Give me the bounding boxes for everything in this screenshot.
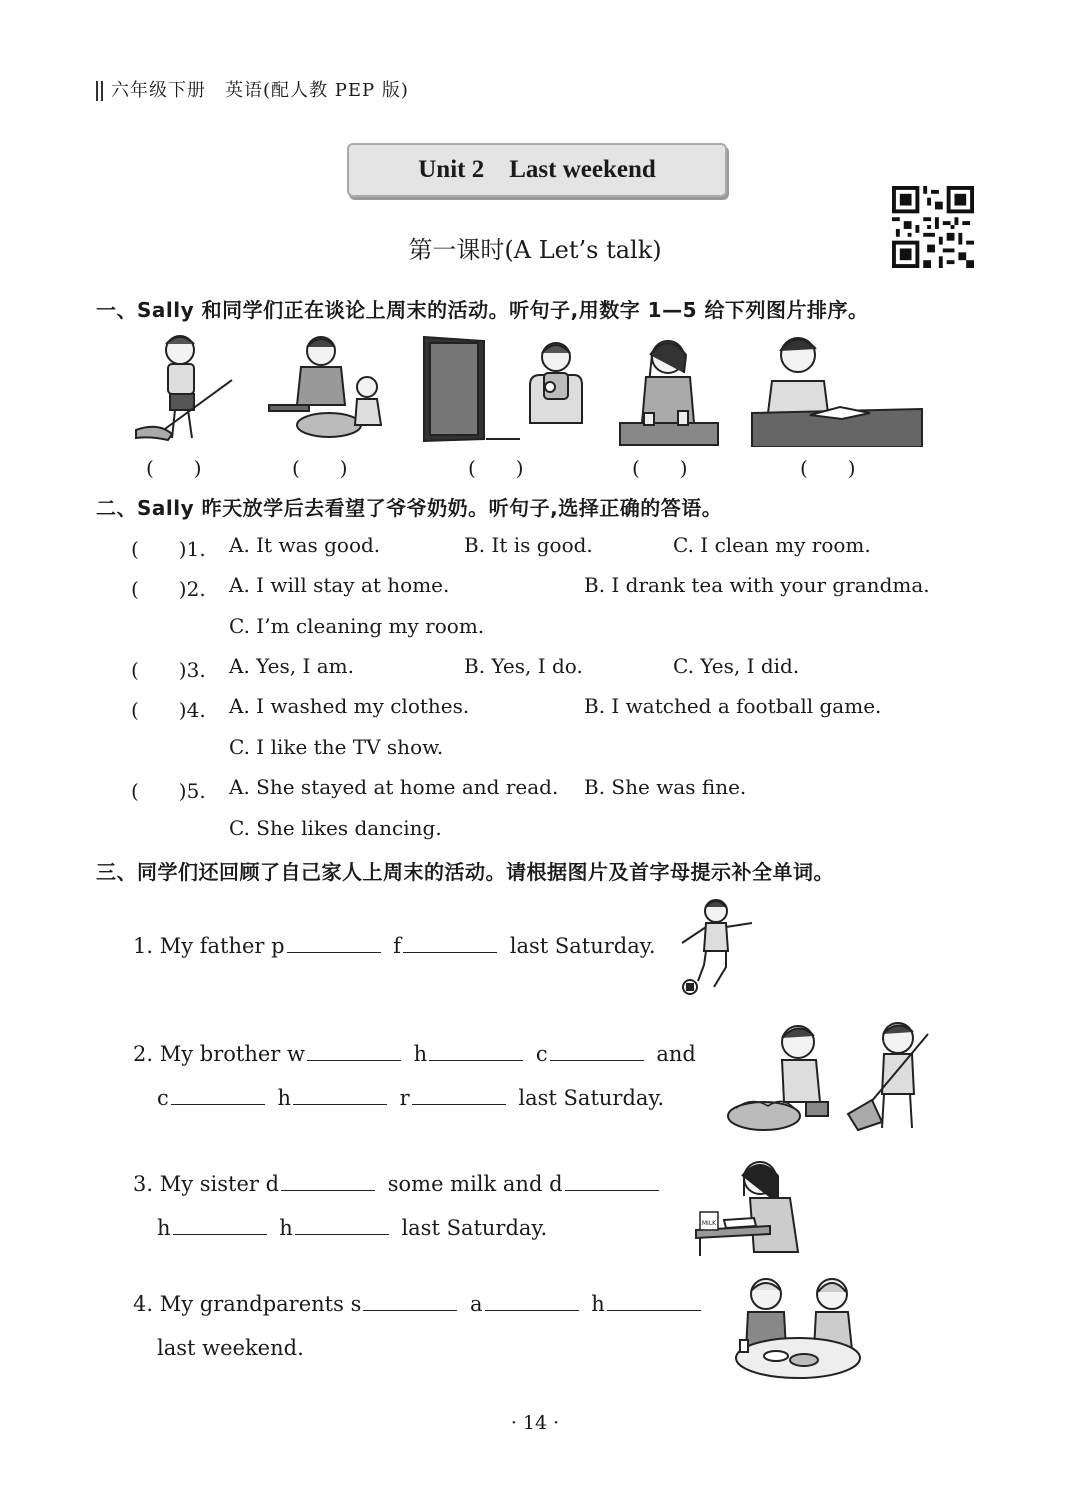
- word-blank[interactable]: [281, 1172, 375, 1191]
- q1-end: last Saturday.: [509, 934, 656, 958]
- answer-paren[interactable]: ( ): [131, 577, 187, 601]
- word-blank[interactable]: [429, 1042, 523, 1061]
- order-blank-1[interactable]: ( ): [146, 456, 202, 480]
- option-a: A. Yes, I am.: [229, 654, 354, 678]
- word-blank[interactable]: [287, 934, 381, 953]
- page-number: · 14 ·: [510, 1412, 560, 1434]
- order-blank-4[interactable]: ( ): [632, 456, 688, 480]
- word-blank[interactable]: [307, 1042, 401, 1061]
- header-text: 六年级下册 英语(配人教 PEP 版): [111, 80, 409, 101]
- answer-paren[interactable]: ( ): [131, 698, 187, 722]
- question-row: ( )1.: [131, 537, 206, 561]
- q4-end: last weekend.: [157, 1336, 304, 1360]
- order-blank-3[interactable]: ( ): [468, 456, 524, 480]
- option-b: B. I drank tea with your grandma.: [584, 573, 930, 597]
- lesson-title: 第一课时(A Let’s talk): [408, 236, 662, 264]
- word-blank[interactable]: [363, 1292, 457, 1311]
- answer-paren[interactable]: ( ): [131, 537, 187, 561]
- q2-and: and: [656, 1042, 696, 1066]
- word-blank[interactable]: [550, 1042, 644, 1061]
- grandparents-eating-picture: [732, 1272, 862, 1382]
- q2-hint-4: c: [157, 1086, 169, 1110]
- header-bar: [96, 81, 103, 101]
- question-row: ( )4.: [131, 698, 206, 722]
- unit-title: Unit 2 Last weekend: [418, 156, 656, 183]
- option-a: A. It was good.: [229, 533, 381, 557]
- question-number: 5: [186, 779, 200, 803]
- q3-hint-3: h: [157, 1216, 171, 1240]
- q2-hint-5: h: [277, 1086, 291, 1110]
- boy-mopping-picture: [128, 330, 238, 448]
- unit-title-box: [347, 143, 727, 197]
- section1-title: 一、Sally 和同学们正在谈论上周末的活动。听句子,用数字 1—5 给下列图片排序。: [96, 298, 869, 322]
- running-header: [96, 76, 409, 102]
- q3-mid: some milk and d: [387, 1172, 563, 1196]
- fill-question-4: [133, 1292, 707, 1316]
- word-blank[interactable]: [173, 1216, 267, 1235]
- question-row: ( )5.: [131, 779, 206, 803]
- question-number: 2: [186, 577, 200, 601]
- q4-intro: 4. My grandparents s: [133, 1292, 362, 1316]
- sister-drinking-milk-doing-homework-picture: [694, 1156, 806, 1256]
- girl-watching-tv-picture: [420, 335, 590, 447]
- q3-intro: 3. My sister d: [133, 1172, 280, 1196]
- option-c: C. I’m cleaning my room.: [229, 614, 485, 638]
- option-c: C. I clean my room.: [673, 533, 871, 557]
- fill-question-3-line2: [157, 1216, 547, 1240]
- answer-paren[interactable]: ( ): [131, 658, 187, 682]
- father-playing-football-picture: [676, 895, 756, 997]
- fill-question-3: [133, 1172, 665, 1196]
- order-blank-5[interactable]: ( ): [800, 456, 856, 480]
- question-row: ( )2.: [131, 577, 206, 601]
- word-blank[interactable]: [412, 1086, 506, 1105]
- option-c: C. Yes, I did.: [673, 654, 800, 678]
- option-b: B. I watched a football game.: [584, 694, 882, 718]
- section3-title: 三、同学们还回顾了自己家人上周末的活动。请根据图片及首字母提示补全单词。: [96, 860, 834, 884]
- q2-hint-3: c: [535, 1042, 548, 1066]
- q3-end: last Saturday.: [401, 1216, 548, 1240]
- order-blank-2[interactable]: ( ): [292, 456, 348, 480]
- word-blank[interactable]: [565, 1172, 659, 1191]
- option-b: B. She was fine.: [584, 775, 747, 799]
- word-blank[interactable]: [293, 1086, 387, 1105]
- fill-question-2-line2: [157, 1086, 664, 1110]
- question-number: 1: [186, 537, 200, 561]
- q1-intro: 1. My father p: [133, 934, 285, 958]
- brother-washing-and-cleaning-picture: [722, 1018, 934, 1136]
- fill-question-1: [133, 934, 656, 958]
- option-b: B. It is good.: [464, 533, 593, 557]
- word-blank[interactable]: [607, 1292, 701, 1311]
- section2-title: 二、Sally 昨天放学后去看望了爷爷奶奶。听句子,选择正确的答语。: [96, 496, 723, 520]
- option-a: A. I washed my clothes.: [229, 694, 470, 718]
- mother-washing-picture: [263, 333, 393, 445]
- q3-hint-4: h: [279, 1216, 293, 1240]
- word-blank[interactable]: [403, 934, 497, 953]
- girl-drinking-tea-picture: [618, 333, 720, 447]
- option-c: C. She likes dancing.: [229, 816, 442, 840]
- milk-carton-label: MILK: [701, 1220, 717, 1227]
- option-a: A. She stayed at home and read.: [229, 775, 559, 799]
- option-b: B. Yes, I do.: [464, 654, 583, 678]
- option-c: C. I like the TV show.: [229, 735, 444, 759]
- question-row: ( )3.: [131, 658, 206, 682]
- q2-end: last Saturday.: [518, 1086, 665, 1110]
- answer-paren[interactable]: ( ): [131, 779, 187, 803]
- boy-reading-picture: [750, 333, 926, 447]
- question-number: 3: [186, 658, 200, 682]
- option-a: A. I will stay at home.: [229, 573, 450, 597]
- q2-intro: 2. My brother w: [133, 1042, 305, 1066]
- q2-hint-6: r: [399, 1086, 410, 1110]
- word-blank[interactable]: [171, 1086, 265, 1105]
- q4-hint-3: h: [591, 1292, 605, 1316]
- q1-hint-2: f: [393, 934, 402, 958]
- word-blank[interactable]: [295, 1216, 389, 1235]
- word-blank[interactable]: [485, 1292, 579, 1311]
- q2-hint-2: h: [413, 1042, 428, 1066]
- question-number: 4: [186, 698, 200, 722]
- q4-hint-2: a: [470, 1292, 483, 1316]
- fill-question-2: [133, 1042, 696, 1066]
